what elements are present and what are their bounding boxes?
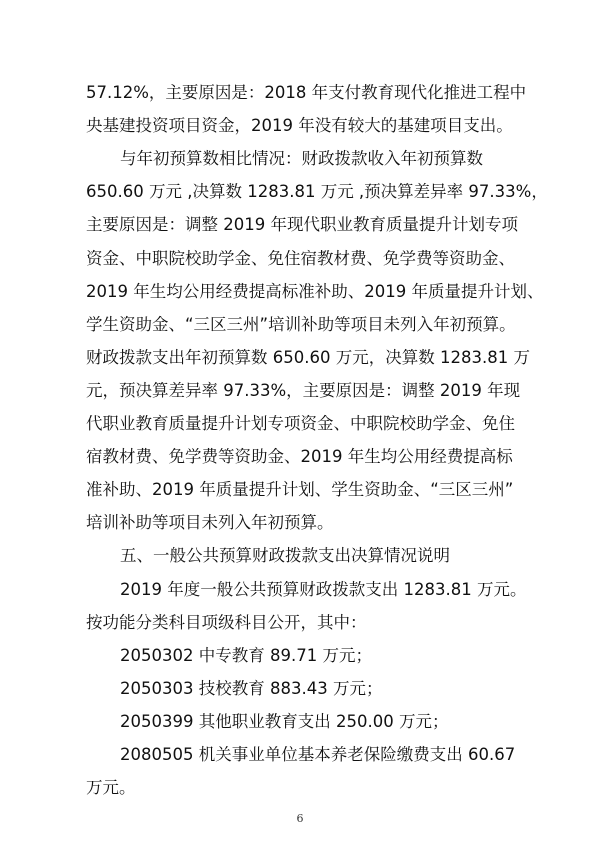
paragraph-line-7: 2019 年生均公用经费提高标准补助、2019 年质量提升计划、 [86, 281, 544, 301]
paragraph-line-14: 培训补助等项目未列入年初预算。 [86, 513, 334, 533]
budget-item-2080505: 2080505 机关事业单位基本养老保险缴费支出 60.67 [120, 745, 516, 764]
paragraph-line-6: 资金、中职院校助学金、免住宿教材费、免学费等资助金、 [86, 248, 515, 268]
paragraph-line-4: 650.60 万元 ,决算数 1283.81 万元 ,预决算差异率 97.33%， [86, 182, 548, 202]
paragraph-line-5: 主要原因是：调整 2019 年现代职业教育质量提升计划专项 [86, 215, 518, 235]
paragraph-line-2: 央基建投资项目资金，2019 年没有较大的基建项目支出。 [86, 116, 513, 136]
section-heading: 五、一般公共预算财政拨款支出决算情况说明 [120, 546, 450, 566]
paragraph-line-11: 代职业教育质量提升计划专项资金、中职院校助学金、免住 [86, 414, 515, 433]
paragraph-line-16: 2019 年度一般公共预算财政拨款支出 1283.81 万元。 [120, 579, 527, 599]
budget-item-2050302: 2050302 中专教育 89.71 万元； [120, 645, 372, 665]
paragraph-line-12: 宿教材费、免学费等资助金、2019 年生均公用经费提高标 [86, 447, 513, 467]
paragraph-line-9: 财政拨款支出年初预算数 650.60 万元，决算数 1283.81 万 [86, 347, 530, 367]
paragraph-line-8: 学生资助金、“三区三州”培训补助等项目未列入年初预算。 [86, 314, 516, 334]
budget-item-2050303: 2050303 技校教育 883.43 万元； [120, 678, 383, 698]
paragraph-line-1: 57.12%，主要原因是：2018 年支付教育现代化推进工程中 [86, 83, 527, 102]
paragraph-line-17: 按功能分类科目项级科目公开，其中： [86, 612, 367, 632]
budget-item-2050399: 2050399 其他职业教育支出 250.00 万元； [120, 711, 449, 731]
paragraph-line-13: 准补助、2019 年质量提升计划、学生资助金、“三区三州” [86, 480, 514, 500]
paragraph-line-3: 与年初预算数相比情况：财政拨款收入年初预算数 [120, 149, 483, 169]
page-number: 6 [296, 812, 304, 825]
budget-item-2080505-continued: 万元。 [86, 778, 136, 798]
paragraph-line-10: 元，预决算差异率 97.33%，主要原因是：调整 2019 年现 [86, 380, 521, 400]
